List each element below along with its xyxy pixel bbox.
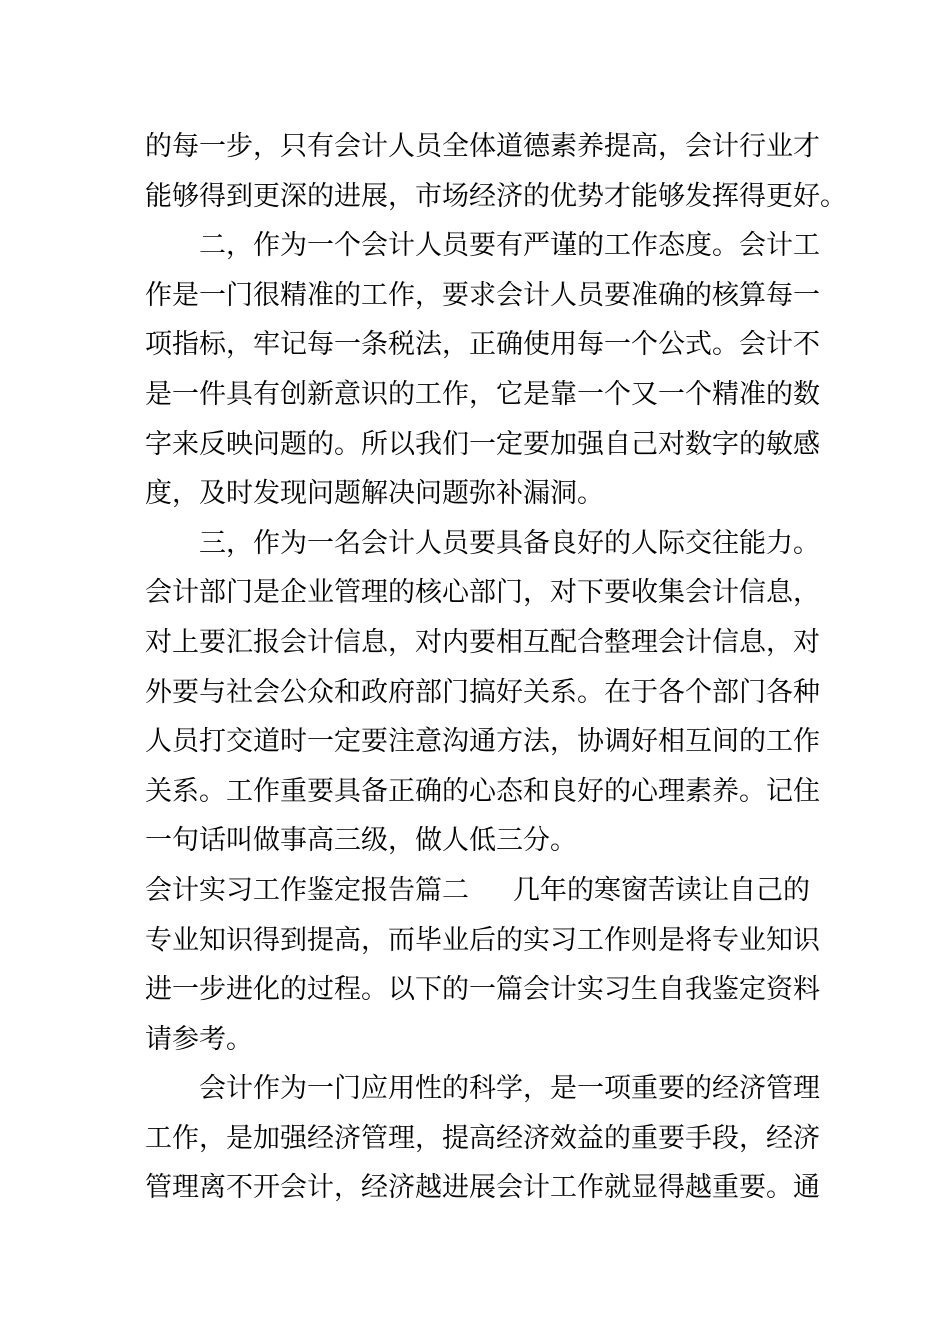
text-line: 字来反映问题的。所以我们一定要加强自己对数字的敏感	[145, 428, 820, 460]
text-line: 作是一门很精准的工作，要求会计人员要准确的核算每一	[145, 279, 820, 311]
text-line: 关系。工作重要具备正确的心态和良好的心理素养。记住	[145, 775, 820, 807]
text-line: 工作，是加强经济管理，提高经济效益的重要手段，经济	[145, 1122, 820, 1154]
section-heading: 会计实习工作鉴定报告篇二	[145, 874, 469, 906]
paragraph-2	[145, 221, 820, 519]
text-line: 是一件具有创新意识的工作，它是靠一个又一个精准的数	[145, 378, 820, 410]
text-line: 度，及时发现问题解决问题弥补漏洞。	[145, 478, 604, 510]
text-line: 能够得到更深的进展，市场经济的优势才能够发挥得更好。	[145, 180, 847, 212]
text-line: 三，作为一名会计人员要具备良好的人际交往能力。	[199, 527, 820, 559]
paragraph-3	[145, 519, 820, 866]
text-line: 专业知识得到提高，而毕业后的实习工作则是将专业知识	[145, 924, 820, 956]
text-line: 会计作为一门应用性的科学，是一项重要的经济管理	[199, 1073, 820, 1105]
document-page	[145, 122, 847, 1213]
paragraph-4	[145, 866, 820, 1064]
section-heading-tail: 几年的寒窗苦读让自己的	[513, 874, 810, 906]
text-line: 人员打交道时一定要注意沟通方法，协调好相互间的工作	[145, 726, 820, 758]
text-line: 对上要汇报会计信息，对内要相互配合整理会计信息，对	[145, 626, 820, 658]
text-line: 进一步进化的过程。以下的一篇会计实习生自我鉴定资料	[145, 974, 820, 1006]
text-line: 管理离不开会计，经济越进展会计工作就显得越重要。通	[145, 1172, 820, 1204]
section-heading-row	[145, 866, 810, 916]
paragraph-1	[145, 122, 847, 221]
text-line: 会计部门是企业管理的核心部门，对下要收集会计信息，	[145, 577, 820, 609]
text-line: 项指标，牢记每一条税法，正确使用每一个公式。会计不	[145, 329, 820, 361]
text-line: 二，作为一个会计人员要有严谨的工作态度。会计工	[199, 230, 820, 262]
text-line: 一句话叫做事高三级，做人低三分。	[145, 825, 577, 857]
text-line: 的每一步，只有会计人员全体道德素养提高，会计行业才	[145, 131, 820, 162]
text-line: 请参考。	[145, 1023, 253, 1055]
text-line: 外要与社会公众和政府部门搞好关系。在于各个部门各种	[145, 676, 820, 708]
paragraph-5	[145, 1064, 820, 1213]
